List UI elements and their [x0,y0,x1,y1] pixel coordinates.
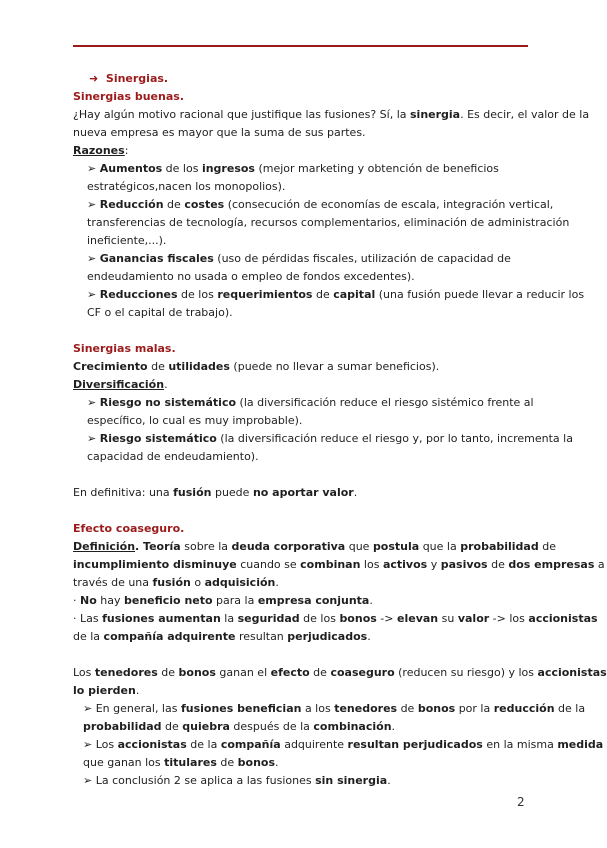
bullet-icon: ➢ [87,198,97,211]
conclusion-item-3: ➢ La conclusión 2 se aplica a las fusiones sin sinergia. [83,774,391,787]
bullet-icon: ➢ [87,432,97,445]
arrow-icon: ➜ [89,72,99,85]
definition-line-2: incumplimiento disminuye cuando se combinan los activos y pasivos de dos empresas a [73,558,605,571]
bullet-icon: ➢ [83,702,93,715]
reason-item-1-cont: estratégicos,nacen los monopolios). [87,180,286,193]
bullet-icon: ➢ [87,288,97,301]
definition-line-3: través de una fusión o adquisición. [73,576,279,589]
bondholders-line-1: Los tenedores de bonos ganan el efecto de coaseguro (reducen su riesgo) y los accionistas [73,666,607,679]
bad-synergies-heading: Sinergias malas. [73,342,176,355]
bad-line-1: Crecimiento de utilidades (puede no llevar a sumar beneficios). [73,360,440,373]
definition-point-1: · No hay beneficio neto para la empresa conjunta. [73,594,373,607]
reason-item-4-cont: CF o el capital de trabajo). [87,306,233,319]
reasons-label: Razones: [73,144,129,157]
conclusion-line: En definitiva: una fusión puede no aportar valor. [73,486,358,499]
conclusion-item-1: ➢ En general, las fusiones benefician a los tenedores de bonos por la reducción de la [83,702,586,715]
section-title: ➜ Sinergias. [89,72,169,85]
reason-item-2-cont-2: ineficiente,...). [87,234,167,247]
bullet-icon: ➢ [87,396,97,409]
definition-line-1: Definición. Teoría sobre la deuda corporativa que postula que la probabilidad de [73,540,556,553]
diversification-label: Diversificación. [73,378,168,391]
bondholders-line-2: lo pierden. [73,684,140,697]
good-synergies-heading: Sinergias buenas. [73,90,184,103]
conclusion-item-2: ➢ Los accionistas de la compañía adquirente resultan perjudicados en la misma medida [83,738,604,751]
reason-item-3-cont: endeudamiento no usada o empleo de fondos excedentes). [87,270,415,283]
header-rule [73,45,528,47]
good-intro-line-1: ¿Hay algún motivo racional que justifique las fusiones? Sí, la sinergia. Es decir, el valor de la [73,108,590,121]
diversification-item-1-cont: específico, lo cual es muy improbable). [87,414,303,427]
diversification-item-2-cont: capacidad de endeudamiento). [87,450,259,463]
bullet-icon: ➢ [83,774,93,787]
reason-item-4: ➢ Reducciones de los requerimientos de capital (una fusión puede llevar a reducir los [87,288,585,301]
reason-item-2: ➢ Reducción de costes (consecución de economías de escala, integración vertical, [87,198,554,211]
conclusion-item-1-cont: probabilidad de quiebra después de la combinación. [83,720,396,733]
bullet-icon: ➢ [87,162,97,175]
page-number: 2 [517,795,525,809]
coinsurance-heading: Efecto coaseguro. [73,522,185,535]
conclusion-item-2-cont: que ganan los titulares de bonos. [83,756,279,769]
bullet-icon: ➢ [87,252,97,265]
good-intro-line-2: nueva empresa es mayor que la suma de sus partes. [73,126,366,139]
bullet-icon: ➢ [83,738,93,751]
reason-item-1: ➢ Aumentos de los ingresos (mejor marketing y obtención de beneficios [87,162,499,175]
page-content [73,70,607,790]
reason-item-3: ➢ Ganancias fiscales (uso de pérdidas fiscales, utilización de capacidad de [87,252,511,265]
reason-item-2-cont: transferencias de tecnología, recursos complementarios, eliminación de administración [87,216,570,229]
diversification-item-1: ➢ Riesgo no sistemático (la diversificación reduce el riesgo sistémico frente al [87,396,534,409]
diversification-item-2: ➢ Riesgo sistemático (la diversificación reduce el riesgo y, por lo tanto, incrementa la [87,432,573,445]
definition-point-2-cont: de la compañía adquirente resultan perjudicados. [73,630,371,643]
definition-point-2: · Las fusiones aumentan la seguridad de los bonos -> elevan su valor -> los accionistas [73,612,598,625]
